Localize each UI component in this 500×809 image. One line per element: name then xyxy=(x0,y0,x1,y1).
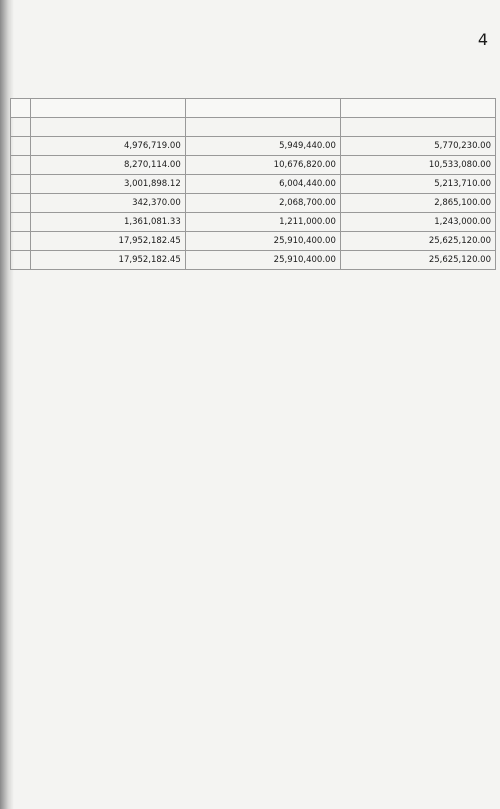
subtotal-label xyxy=(11,232,31,251)
row-value-2: 2,068,700.00 xyxy=(185,194,340,213)
row-label xyxy=(11,175,31,194)
header-col-1 xyxy=(30,99,185,118)
table-row xyxy=(11,137,496,156)
table-row xyxy=(11,194,496,213)
row-value-1: 1,361,081.33 xyxy=(30,213,185,232)
row-value-2: 5,949,440.00 xyxy=(185,137,340,156)
row-value-1: 8,270,114.00 xyxy=(30,156,185,175)
section-empty-3 xyxy=(340,118,495,137)
total-row xyxy=(11,251,496,270)
row-label xyxy=(11,137,31,156)
subtotal-value-3: 25,625,120.00 xyxy=(340,232,495,251)
header-col-2 xyxy=(185,99,340,118)
row-label xyxy=(11,213,31,232)
row-label xyxy=(11,194,31,213)
row-value-1: 4,976,719.00 xyxy=(30,137,185,156)
row-label xyxy=(11,156,31,175)
budget-table xyxy=(10,98,496,270)
total-value-2: 25,910,400.00 xyxy=(185,251,340,270)
section-empty-2 xyxy=(185,118,340,137)
total-value-3: 25,625,120.00 xyxy=(340,251,495,270)
row-value-1: 3,001,898.12 xyxy=(30,175,185,194)
row-value-3: 1,243,000.00 xyxy=(340,213,495,232)
row-value-3: 10,533,080.00 xyxy=(340,156,495,175)
header-label xyxy=(11,99,31,118)
row-value-3: 5,213,710.00 xyxy=(340,175,495,194)
section-row xyxy=(11,118,496,137)
row-value-2: 10,676,820.00 xyxy=(185,156,340,175)
table-row xyxy=(11,213,496,232)
table-row xyxy=(11,175,496,194)
subtotal-value-2: 25,910,400.00 xyxy=(185,232,340,251)
row-value-3: 5,770,230.00 xyxy=(340,137,495,156)
total-value-1: 17,952,182.45 xyxy=(30,251,185,270)
total-label xyxy=(11,251,31,270)
subtotal-row xyxy=(11,232,496,251)
page-number: 4 xyxy=(477,30,488,49)
subtotal-value-1: 17,952,182.45 xyxy=(30,232,185,251)
row-value-2: 6,004,440.00 xyxy=(185,175,340,194)
row-value-3: 2,865,100.00 xyxy=(340,194,495,213)
header-col-3 xyxy=(340,99,495,118)
section-empty-1 xyxy=(30,118,185,137)
row-value-1: 342,370.00 xyxy=(30,194,185,213)
table-row xyxy=(11,156,496,175)
section-label xyxy=(11,118,31,137)
table-header-row xyxy=(11,99,496,118)
row-value-2: 1,211,000.00 xyxy=(185,213,340,232)
